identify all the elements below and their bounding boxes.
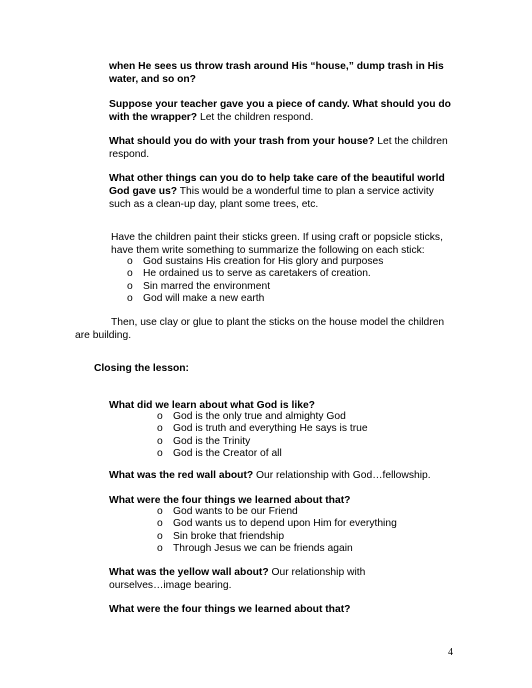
answer-text: Our relationship with God…fellowship. (253, 470, 431, 481)
relationship-god-list (157, 506, 457, 555)
answer-text: Let the children respond. (109, 136, 448, 160)
question-text: What should you do with your trash from your house? (109, 136, 375, 147)
paragraph-trash-house (109, 60, 454, 86)
answer-text: This would be a wonderful time to plan a service activity such as a clean-up day, plant some trees, etc. (109, 186, 434, 210)
question-text: What was the yellow wall about? (109, 567, 269, 578)
paragraph-red-wall (109, 469, 469, 482)
list-item: o Through Jesus we can be friends again (157, 543, 457, 555)
question-text: What was the red wall about? (109, 470, 254, 481)
question-four-things-1: What were the four things we learned about that? (109, 495, 351, 506)
page-number: 4 (448, 647, 453, 658)
craft-instructions: Have the children paint their sticks green. If using craft or popsicle sticks, have them write something to summarize the following on each stick: (111, 232, 443, 256)
paragraph-house-trash (109, 135, 454, 161)
question-text: What other things can you do to help take care of the beautiful world God gave us? (109, 173, 445, 197)
paragraph-care-world (109, 172, 454, 211)
list-item: o God is truth and everything He says is true (157, 423, 457, 435)
list-item: o God will make a new earth (127, 293, 457, 305)
closing-heading: Closing the lesson: (94, 363, 189, 374)
list-item: o Sin marred the environment (127, 281, 457, 293)
plant-sticks-instructions: Then, use clay or glue to plant the sticks on the house model the children are building. (75, 317, 445, 341)
question-text: when He sees us throw trash around His “house,” dump trash in His water, and so on? (109, 61, 444, 85)
list-item: o God is the Trinity (157, 436, 457, 448)
list-item: o God is the Creator of all (157, 448, 457, 460)
list-item: o He ordained us to serve as caretakers of creation. (127, 268, 457, 280)
list-item: o God is the only true and almighty God (157, 411, 457, 423)
god-attributes-list (157, 411, 457, 460)
answer-text: Our relationship with ourselves…image bearing. (109, 567, 366, 591)
question-four-things-2: What were the four things we learned about that? (109, 604, 351, 615)
paragraph-candy-wrapper (109, 98, 454, 124)
answer-text: Let the children respond. (197, 112, 314, 123)
question-text: Suppose your teacher gave you a piece of candy. What should you do with the wrapper? (109, 99, 451, 123)
list-item: o Sin broke that friendship (157, 531, 457, 543)
craft-stick-list (127, 256, 457, 305)
list-item: o God wants us to depend upon Him for everything (157, 518, 457, 530)
list-item: o God sustains His creation for His glory and purposes (127, 256, 457, 268)
question-god-like: What did we learn about what God is like? (109, 400, 315, 411)
list-item: o God wants to be our Friend (157, 506, 457, 518)
paragraph-yellow-wall (109, 566, 409, 592)
